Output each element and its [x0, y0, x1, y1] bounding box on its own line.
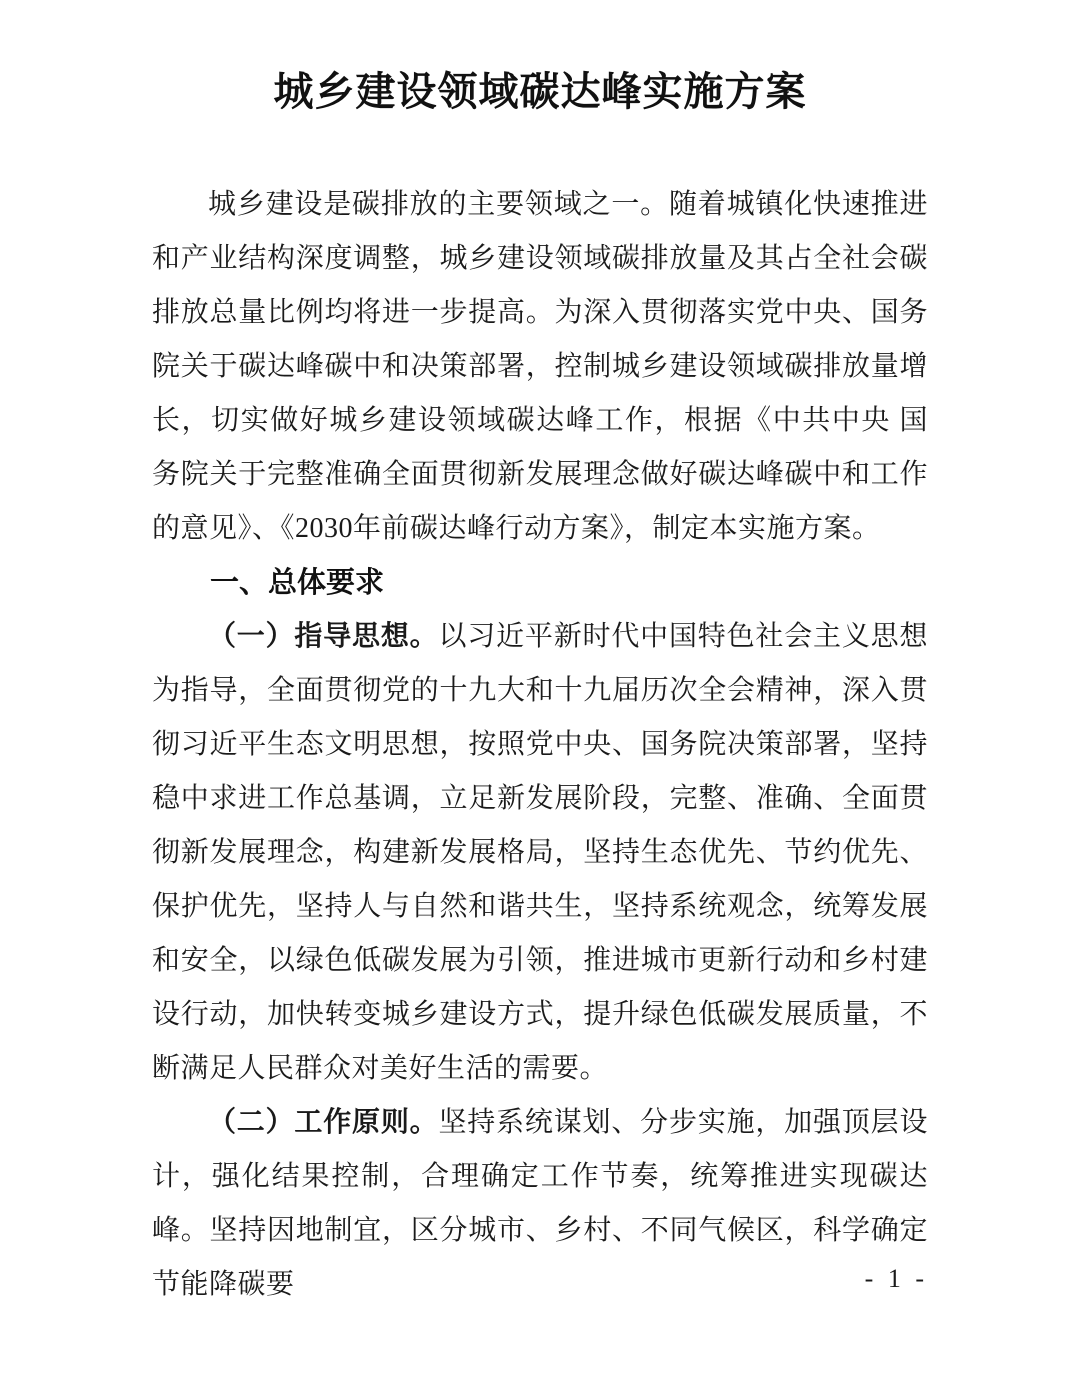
page-number: - 1 - [864, 1264, 928, 1293]
section-heading-overall-requirements: 一、总体要求 [210, 567, 385, 599]
work-principles-lead: （二）工作原则。 [208, 1107, 439, 1138]
intro-paragraph: 城乡建设是碳排放的主要领域之一。随着城镇化快速推进和产业结构深度调整，城乡建设领域碳排放量及其占全社会碳排放总量比例均将进一步提高。为深入贯彻落实党中央、国务院关于碳达峰碳中和决策部署，控制城乡建设领域碳排放量增长，切实做好城乡建设领域碳达峰工作，根据《中共中央 国务院关于完整准确全面贯彻新发展理念做好碳达峰碳中和工作的意见》、《2030年前碳达峰行动方案》，制定本实施方案。 [152, 189, 928, 544]
guiding-ideology-paragraph [152, 610, 928, 1096]
work-principles-paragraph [152, 1096, 928, 1312]
document-title: 城乡建设领域碳达峰实施方案 [273, 69, 807, 114]
work-principles-text: 坚持系统谋划、分步实施，加强顶层设计，强化结果控制，合理确定工作节奏，统筹推进实现碳达峰。坚持因地制宜，区分城市、乡村、不同气候区，科学确定节能降碳要 [152, 1107, 928, 1300]
guiding-ideology-lead: （一）指导思想。 [208, 621, 439, 652]
guiding-ideology-text: 以习近平新时代中国特色社会主义思想为指导，全面贯彻党的十九大和十九届历次全会精神，深入贯彻习近平生态文明思想，按照党中央、国务院决策部署，坚持稳中求进工作总基调，立足新发展阶段，完整、准确、全面贯彻新发展理念，构建新发展格局，坚持生态优先、节约优先、保护优先，坚持人与自然和谐共生，坚持系统观念，统筹发展和安全，以绿色低碳发展为引领，推进城市更新行动和乡村建设行动，加快转变城乡建设方式，提升绿色低碳发展质量，不断满足人民群众对美好生活的需要。 [152, 621, 928, 1084]
